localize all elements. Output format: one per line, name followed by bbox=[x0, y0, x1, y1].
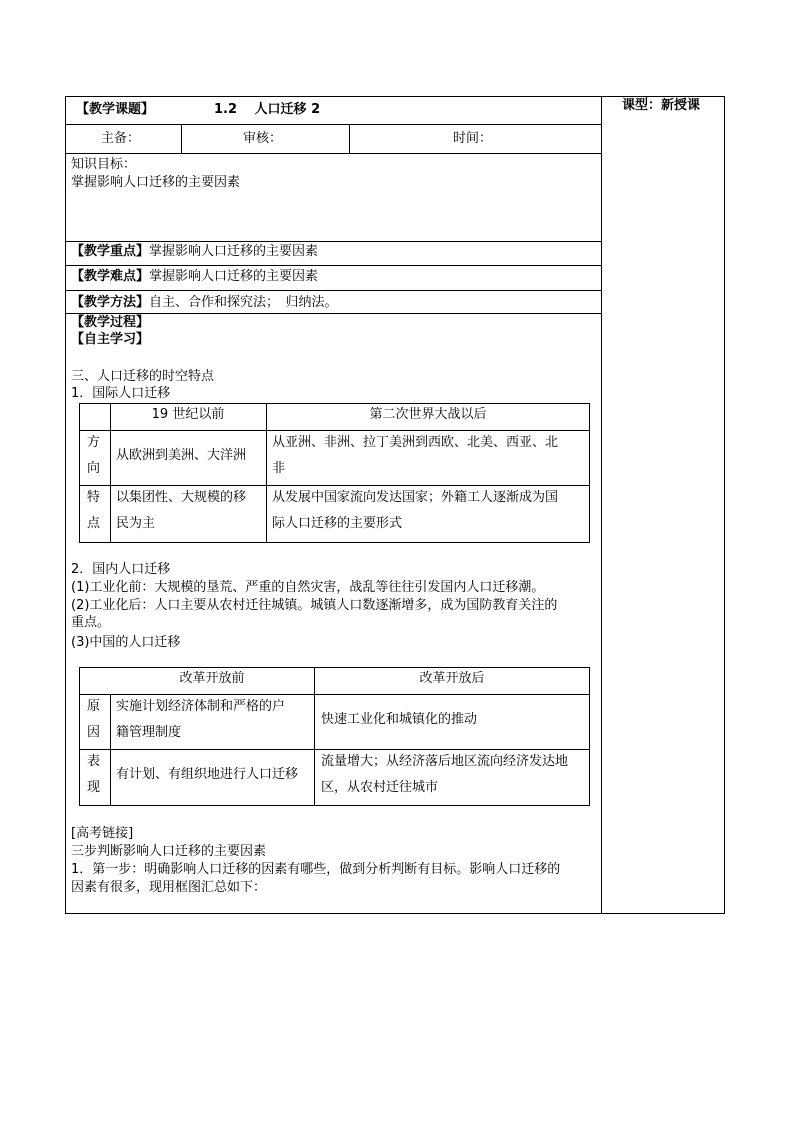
exam-link-label: [高考链接] bbox=[71, 826, 134, 841]
paragraph-1: (1)工业化前：大规模的垦荒、严重的自然灾害，战乱等往往引发国内人口迁移潮。 bbox=[71, 580, 545, 595]
time-label: 时间： bbox=[453, 131, 493, 146]
key-point-label: 【教学重点】 bbox=[71, 244, 150, 259]
sub2-title: 2．国内人口迁移 bbox=[71, 562, 171, 577]
table1-row2-c2-line2: 际人口迁移的主要形式 bbox=[272, 516, 403, 531]
table2-row1-c2: 快速工业化和城镇化的推动 bbox=[321, 712, 478, 727]
table2-row2-c1: 有计划、有组织地进行人口迁移 bbox=[116, 767, 299, 782]
table2-row1-c1-line2: 籍管理制度 bbox=[116, 725, 182, 740]
table1-col2-header: 第二次世界大战以后 bbox=[369, 407, 487, 422]
table2-row2-c2-line2: 区，从农村迁往城市 bbox=[321, 780, 439, 795]
table1-row2-head-a: 特 bbox=[87, 490, 101, 505]
preparer-label: 主备： bbox=[101, 131, 141, 146]
reviewer-label: 审核： bbox=[243, 131, 283, 146]
table2-row2-head-b: 现 bbox=[87, 780, 101, 795]
table2-row1-head-a: 原 bbox=[87, 699, 101, 714]
difficulty-text: 掌握影响人口迁移的主要因素 bbox=[149, 269, 319, 284]
topic-value: 1.2 人口迁移 2 bbox=[214, 102, 321, 117]
method-label: 【教学方法】 bbox=[71, 295, 150, 310]
table1-row2-c2-line1: 从发展中国家流向发达国家；外籍工人逐渐成为国 bbox=[272, 490, 559, 505]
table1-col1-header: 19 世纪以前 bbox=[151, 407, 225, 422]
table2-col2-header: 改革开放后 bbox=[419, 671, 485, 686]
key-point-text: 掌握影响人口迁移的主要因素 bbox=[149, 244, 319, 259]
objectives-text: 掌握影响人口迁移的主要因素 bbox=[71, 175, 241, 190]
row-divider bbox=[65, 265, 601, 266]
table1-row2-c1-line2: 民为主 bbox=[116, 516, 156, 531]
process-title: 【教学过程】 bbox=[71, 315, 150, 330]
paragraph-3: (3)中国的人口迁移 bbox=[71, 635, 181, 650]
paragraph-2-line1: (2)工业化后：人口主要从农村迁往城镇。城镇人口数逐渐增多，成为国防教育关注的 bbox=[71, 598, 558, 613]
meta-divider bbox=[349, 124, 350, 153]
table-col-line bbox=[110, 403, 111, 543]
table1-row1-head-a: 方 bbox=[87, 435, 101, 450]
right-column-divider bbox=[601, 96, 602, 914]
table2-row1-c1-line1: 实施计划经济体制和严格的户 bbox=[116, 699, 286, 714]
lesson-type: 课型：新授课 bbox=[622, 98, 701, 113]
table2-row1-head-b: 因 bbox=[87, 725, 101, 740]
table2-col1-header: 改革开放前 bbox=[179, 671, 245, 686]
method bbox=[71, 294, 338, 312]
table1-row1-c1: 从欧洲到美洲、大洋洲 bbox=[116, 448, 247, 463]
paragraph-2-line2: 重点。 bbox=[71, 615, 111, 630]
key-point bbox=[71, 243, 318, 261]
table1-row2-head-b: 点 bbox=[87, 516, 101, 531]
table2-row2-head-a: 表 bbox=[87, 754, 101, 769]
step1-line1: 1．第一步：明确影响人口迁移的因素有哪些，做到分析判断有目标。影响人口迁移的 bbox=[71, 862, 561, 877]
exam-link-title: 三步判断影响人口迁移的主要因素 bbox=[71, 844, 267, 859]
row-divider bbox=[65, 124, 601, 125]
method-text: 自主、合作和探究法； 归纳法。 bbox=[149, 295, 338, 310]
table1-row2-c1-line1: 以集团性、大规模的移 bbox=[116, 490, 247, 505]
table1-row1-head-b: 向 bbox=[87, 461, 101, 476]
row-divider bbox=[65, 290, 601, 291]
step1-line2: 因素有很多，现用框图汇总如下： bbox=[71, 880, 267, 895]
meta-divider bbox=[181, 124, 182, 153]
table-col-line bbox=[266, 403, 267, 543]
row-divider bbox=[65, 241, 601, 242]
difficulty bbox=[71, 268, 318, 286]
objectives-label: 知识目标： bbox=[71, 157, 137, 172]
difficulty-label: 【教学难点】 bbox=[71, 269, 150, 284]
sub1-title: 1．国际人口迁移 bbox=[71, 386, 171, 401]
topic-label: 【教学课题】 bbox=[76, 102, 155, 117]
table1-row1-c2-line2: 非 bbox=[272, 461, 286, 476]
table1-row1-c2-line1: 从亚洲、非洲、拉丁美洲到西欧、北美、西亚、北 bbox=[272, 435, 559, 450]
table2-row2-c2-line1: 流量增大；从经济落后地区流向经济发达地 bbox=[321, 754, 569, 769]
table-col-line bbox=[110, 694, 111, 806]
self-study-title: 【自主学习】 bbox=[71, 332, 150, 347]
section3-title: 三、人口迁移的时空特点 bbox=[71, 369, 215, 384]
row-divider bbox=[65, 153, 601, 154]
